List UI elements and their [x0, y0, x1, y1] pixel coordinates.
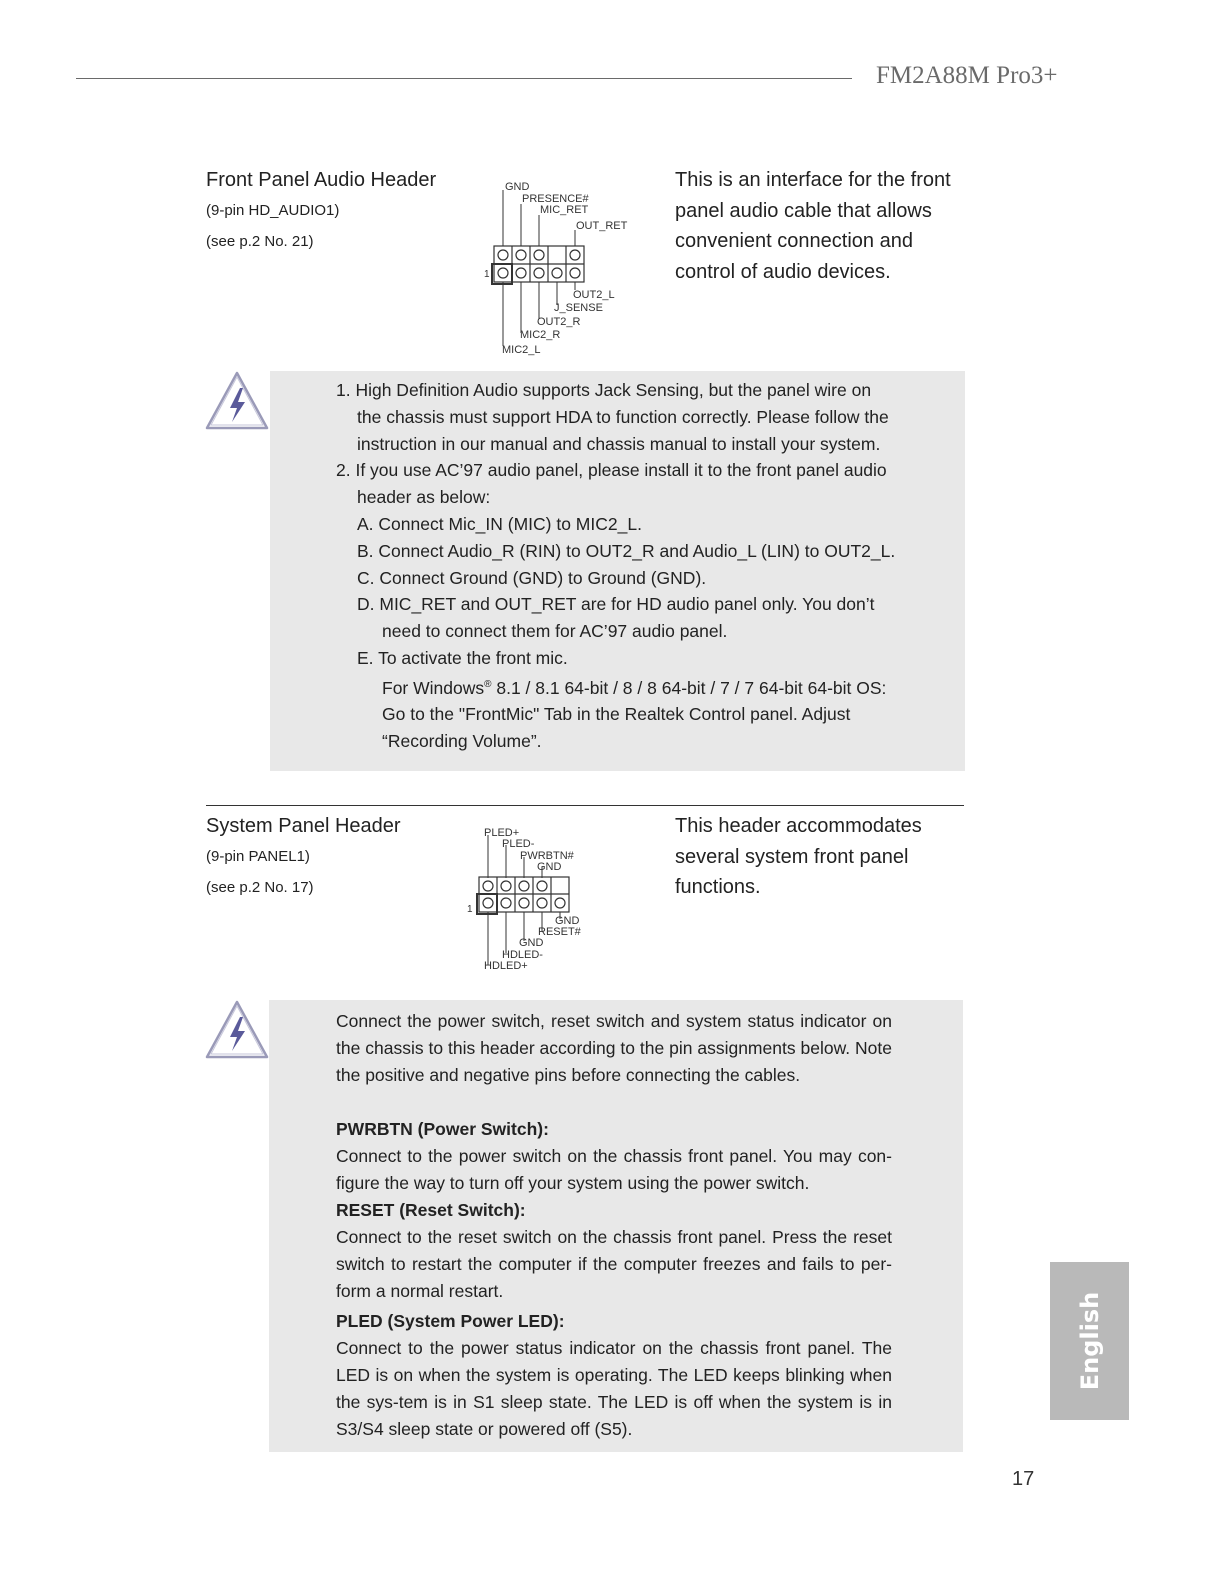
audio-pin-label: GND	[505, 181, 530, 193]
audio-pin-info: (9-pin HD_AUDIO1)	[206, 202, 340, 219]
note-line: Go to the "FrontMic" Tab in the Realtek Control panel. Adjust	[382, 704, 851, 725]
pled-body: Connect to the power status indicator on the chassis front panel. The LED is on when the system is operating. The LED keeps blinking when the sys-tem is in S1 sleep state. The LED is off when the system is in S3/S4 sleep state or powered off (S5).	[336, 1338, 892, 1439]
note-line: D. MIC_RET and OUT_RET are for HD audio panel only. You don’t	[357, 594, 875, 615]
system-pin-info: (9-pin PANEL1)	[206, 848, 310, 865]
system-section-title: System Panel Header	[206, 815, 401, 837]
audio-pin-label: PRESENCE#	[522, 193, 589, 205]
system-header-pin-diagram	[460, 823, 610, 975]
audio-pin-label: J_SENSE	[554, 302, 603, 314]
page-number: 17	[1012, 1468, 1035, 1490]
note-line: B. Connect Audio_R (RIN) to OUT2_R and Audio_L (LIN) to OUT2_L.	[357, 540, 896, 561]
audio-pin1-marker: 1	[484, 269, 490, 280]
audio-pin-label: OUT2_R	[537, 316, 581, 328]
section-divider	[206, 805, 964, 806]
note-line: 2. If you use AC’97 audio panel, please install it to the front panel audio	[336, 460, 887, 481]
reset-heading: RESET (Reset Switch):	[336, 1200, 526, 1220]
system-description: This header accommodates several system front panel functions.	[675, 815, 922, 898]
audio-pin-label: OUT2_L	[573, 289, 615, 301]
system-pin-label: PWRBTN#	[520, 850, 574, 862]
system-pin-label: GND	[555, 915, 580, 927]
audio-pin-label: MIC_RET	[540, 204, 589, 216]
language-label: English	[1075, 1291, 1104, 1391]
os-list: 8.1 / 8.1 64-bit / 8 / 8 64-bit / 7 / 7 64-bit 64-bit OS:	[491, 677, 887, 698]
language-tab	[1050, 1262, 1129, 1420]
note-line: C. Connect Ground (GND) to Ground (GND).	[357, 567, 707, 588]
caution-icon	[204, 370, 270, 432]
caution-icon	[204, 999, 270, 1061]
pwrbtn-heading: PWRBTN (Power Switch):	[336, 1119, 549, 1139]
note-line: E. To activate the front mic.	[357, 647, 568, 668]
note-line: header as below:	[357, 487, 491, 508]
system-page-ref: (see p.2 No. 17)	[206, 879, 314, 896]
system-pin-label: GND	[537, 861, 562, 873]
system-pin-label: HDLED-	[502, 949, 543, 961]
note-line: instruction in our manual and chassis manual to install your system.	[357, 433, 881, 454]
audio-header-pin-diagram	[475, 178, 635, 360]
system-pin-label: PLED+	[484, 827, 520, 839]
header-rule	[76, 78, 852, 79]
note-line: A. Connect Mic_IN (MIC) to MIC2_L.	[357, 513, 642, 534]
manual-model-title: FM2A88M Pro3+	[876, 62, 1058, 89]
note-line: the chassis must support HDA to function correctly. Please follow the	[357, 406, 889, 427]
audio-notes	[336, 377, 936, 755]
audio-section-title: Front Panel Audio Header	[206, 169, 437, 191]
system-pin-label: GND	[519, 937, 544, 949]
note-line	[336, 672, 936, 702]
system-pin1-marker: 1	[467, 904, 473, 915]
reset-body: Connect to the reset switch on the chassis front panel. Press the reset switch to restart the computer if the computer freezes and fails to per-form a normal restart.	[336, 1227, 892, 1301]
audio-pin-label: MIC2_R	[520, 329, 561, 341]
audio-pin-label: OUT_RET	[576, 220, 628, 232]
audio-page-ref: (see p.2 No. 21)	[206, 233, 314, 250]
system-notes	[336, 1008, 892, 1443]
note-line: need to connect them for AC’97 audio panel.	[382, 621, 728, 642]
pwrbtn-body: Connect to the power switch on the chassis front panel. You may con-figure the way to turn off your system using the power switch.	[336, 1146, 892, 1193]
registered-mark: ®	[484, 678, 492, 690]
system-pin-label: RESET#	[538, 926, 581, 938]
pled-heading: PLED (System Power LED):	[336, 1311, 565, 1331]
note-line: “Recording Volume”.	[382, 731, 542, 752]
note-line: 1. High Definition Audio supports Jack Sensing, but the panel wire on	[336, 380, 872, 400]
audio-description: This is an interface for the front panel audio cable that allows convenient connection and control of audio devices.	[675, 169, 951, 283]
system-pin-label: HDLED+	[484, 960, 528, 972]
system-intro: Connect the power switch, reset switch and system status indicator on the chassis to this header according to the pin assignments below. Note the positive and negative pins before connecting the cables.	[336, 1011, 892, 1085]
windows-label: For Windows	[382, 677, 485, 698]
system-pin-label: PLED-	[502, 838, 535, 850]
audio-pin-label: MIC2_L	[502, 344, 541, 356]
